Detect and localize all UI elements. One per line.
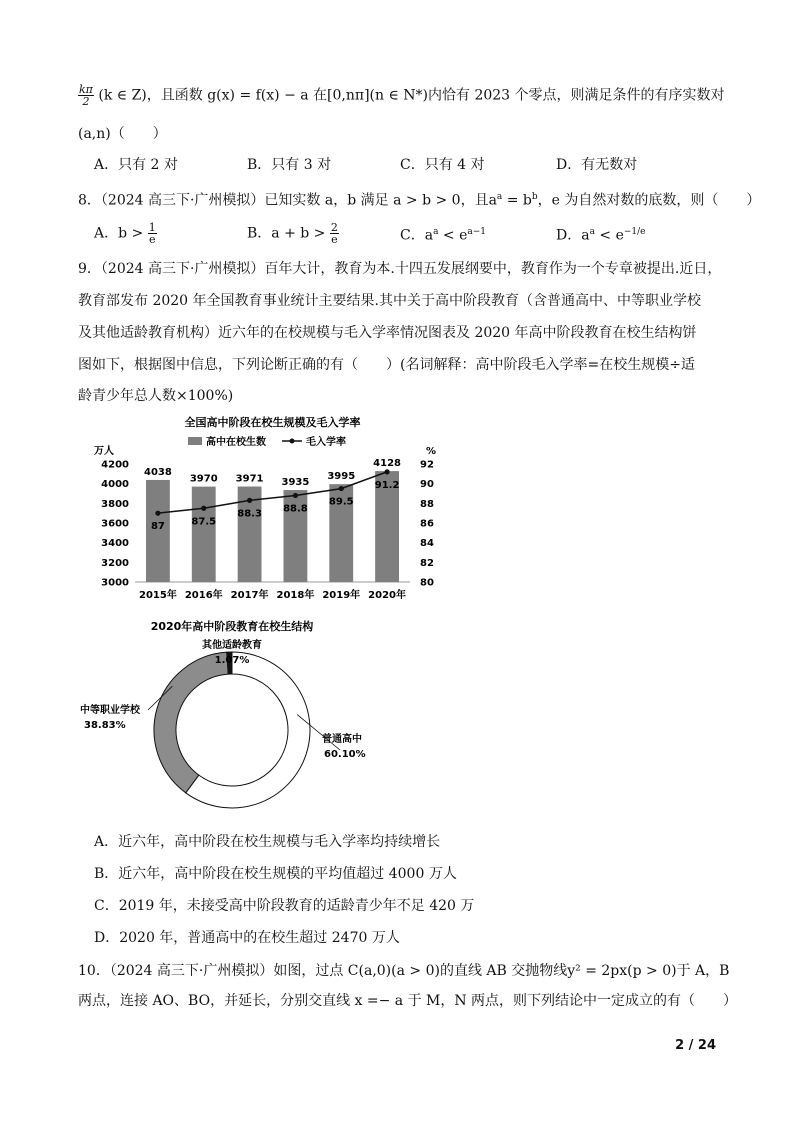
left-tick-label: 3000 <box>101 577 129 589</box>
q8-optd-text: D．a <box>556 227 590 244</box>
slice-name-label: 中等职业学校 <box>80 705 140 716</box>
q9-option-b[interactable]: B．近六年，高中阶段在校生规模的平均值超过 4000 万人 <box>94 866 457 882</box>
left-axis-unit: 万人 <box>94 446 114 457</box>
legend-line-label: 毛入学率 <box>306 437 346 448</box>
q8-opta-text: A．b > <box>94 225 144 242</box>
donut-slice <box>154 652 228 793</box>
left-tick-label: 4200 <box>101 459 129 471</box>
left-tick-label: 3400 <box>101 538 129 550</box>
q7-line1 <box>78 84 725 107</box>
slice-pct-label: 1.07% <box>214 655 250 666</box>
q8-optc-sup: a <box>433 227 439 237</box>
right-tick-label: 88 <box>420 498 434 510</box>
x-tick-label: 2015年 <box>138 590 177 601</box>
rate-value-label: 87 <box>150 521 165 533</box>
q8-optb-fraction <box>330 222 339 245</box>
right-axis-unit: % <box>426 446 437 457</box>
page-number: 2 / 24 <box>675 1038 716 1053</box>
enrollment-structure-donut-chart <box>76 618 396 818</box>
left-tick-label: 4000 <box>101 479 129 491</box>
q8-optc-mid: < e <box>438 227 468 244</box>
slice-name-label: 普通高中 <box>322 734 362 745</box>
enrollment-bar-line-chart <box>90 412 450 612</box>
bar <box>192 487 216 582</box>
q8-option-a[interactable] <box>94 222 157 245</box>
rate-point <box>384 469 389 474</box>
q9-line2: 教育部发布 2020 年全国教育事业统计主要结果.其中关于高中阶段教育（含普通高中、中等职业学校 <box>78 293 701 309</box>
legend-line-marker <box>290 439 295 444</box>
left-tick-label: 3800 <box>101 498 129 510</box>
chart-title: 全国高中阶段在校生规模及毛入学率 <box>184 416 361 429</box>
q9-line4: 图如下，根据图中信息，下列论断正确的有（ ）(名词解释：高中阶段毛入学率=在校生规模÷适 <box>78 357 695 373</box>
q9-option-a[interactable]: A．近六年，高中阶段在校生规模与毛入学率均持续增长 <box>94 834 441 850</box>
q7-line1-text: (k ∈ Z)，且函数 g(x) = f(x) − a 在[0,nπ](n ∈ N*)内恰有 2023 个零点，则满足条件的有序实数对 <box>98 87 725 104</box>
bar-value-label: 4038 <box>143 466 172 478</box>
rate-point <box>247 498 252 503</box>
q8-optd-sup: a <box>589 227 595 237</box>
q8-option-b[interactable] <box>247 222 339 245</box>
q8-optc-text: C．a <box>400 227 434 244</box>
right-tick-label: 92 <box>420 459 434 471</box>
legend-bar-swatch <box>188 437 202 445</box>
rate-point <box>155 511 160 516</box>
rate-point <box>293 493 298 498</box>
q8-opta-fraction <box>148 222 157 245</box>
q7-option-c[interactable]: C．只有 4 对 <box>400 157 485 173</box>
q8-sup2: b <box>531 192 538 202</box>
q7-option-d[interactable]: D．有无数对 <box>556 157 638 173</box>
rate-value-label: 88.3 <box>237 508 262 520</box>
q9-line3: 及其他适龄教育机构）近六年的在校规模与毛入学率情况图表及 2020 年高中阶段教育在校生结构饼 <box>78 325 697 341</box>
q7-frac-den: 2 <box>82 95 90 108</box>
x-tick-label: 2016年 <box>184 590 223 601</box>
right-tick-label: 80 <box>420 577 434 589</box>
slice-pct-label: 60.10% <box>324 749 366 760</box>
q7-option-a[interactable]: A．只有 2 对 <box>94 157 178 173</box>
bar-value-label: 3971 <box>235 473 264 485</box>
q8-option-c[interactable] <box>400 222 486 246</box>
right-tick-label: 86 <box>420 518 434 530</box>
rate-value-label: 88.8 <box>283 503 308 515</box>
q7-line2: (a,n)（ ） <box>78 126 167 142</box>
q8-optb-text: B．a + b > <box>247 225 326 242</box>
q9-line1: 9．（2024 高三下·广州模拟）百年大计，教育为本.十四五发展纲要中，教育作为一个专章被提出.近日， <box>78 261 722 277</box>
q8-opta-den: e <box>148 233 156 246</box>
bar-value-label: 3995 <box>327 471 356 483</box>
q8-optc-sup2: a−1 <box>467 227 486 237</box>
right-tick-label: 82 <box>420 557 434 569</box>
bar-value-label: 3935 <box>281 477 310 489</box>
q8-stem <box>78 187 760 211</box>
x-tick-label: 2017年 <box>230 590 269 601</box>
q9-option-c[interactable]: C．2019 年，未接受高中阶段教育的适龄青少年不足 420 万 <box>94 898 475 914</box>
q8-optb-num: 2 <box>330 221 338 234</box>
q8-optb-den: e <box>331 233 338 246</box>
x-tick-label: 2019年 <box>322 590 361 601</box>
x-tick-label: 2020年 <box>368 590 407 601</box>
rate-value-label: 89.5 <box>328 496 354 508</box>
left-tick-label: 3600 <box>101 518 129 530</box>
q8-stem-mid: = b <box>502 192 532 209</box>
q8-opta-num: 1 <box>148 221 156 234</box>
pie-title: 2020年高中阶段教育在校生结构 <box>150 620 314 633</box>
slice-name-label: 其他适龄教育 <box>202 640 262 651</box>
q8-stem-a: 8．（2024 高三下·广州模拟）已知实数 a，b 满足 a > b > 0，且a <box>78 192 497 209</box>
legend-bar-label: 高中在校生数 <box>206 437 266 448</box>
q9-option-d[interactable]: D．2020 年，普通高中的在校生超过 2470 万人 <box>94 930 400 946</box>
rate-value-label: 87.5 <box>191 516 217 528</box>
q8-optd-sup2: −1/e <box>623 227 646 237</box>
bar-value-label: 4128 <box>373 458 402 470</box>
q8-stem-end: ，e 为自然对数的底数，则（ ） <box>537 192 761 209</box>
q8-sup1: a <box>496 192 503 202</box>
right-tick-label: 90 <box>420 479 434 491</box>
q10-line1: 10．（2024 高三下·广州模拟）如图，过点 C(a,0)(a > 0)的直线 AB 交抛物线y² = 2px(p > 0)于 A，B <box>78 963 730 979</box>
rate-point <box>201 506 206 511</box>
q8-optd-mid: < e <box>594 227 624 244</box>
right-tick-label: 84 <box>420 538 434 550</box>
q7-fraction <box>78 84 94 107</box>
bar-value-label: 3970 <box>189 473 218 485</box>
x-tick-label: 2018年 <box>276 590 315 601</box>
q10-line2: 两点，连接 AO、BO，并延长，分别交直线 x =− a 于 M，N 两点，则下列结论中一定成立的有（ ） <box>78 993 738 1009</box>
rate-point <box>339 486 344 491</box>
q9-line5: 龄青少年总人数×100%) <box>78 388 234 404</box>
q7-option-b[interactable]: B．只有 3 对 <box>247 157 332 173</box>
q8-option-d[interactable] <box>556 222 646 246</box>
rate-value-label: 91.2 <box>374 479 400 491</box>
slice-pct-label: 38.83% <box>84 720 126 731</box>
q7-frac-num: kπ <box>79 83 93 96</box>
left-tick-label: 3200 <box>101 557 129 569</box>
